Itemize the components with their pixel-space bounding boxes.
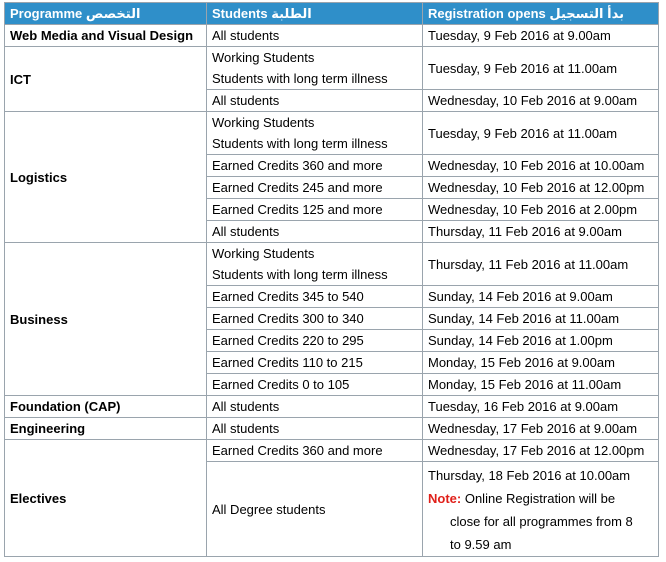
students-cell: All students [207,221,423,243]
table-row [5,243,659,286]
students-cell: All students [207,396,423,418]
date-cell: Thursday, 11 Feb 2016 at 9.00am [423,221,659,243]
note-label: Note: [428,491,462,506]
students-cell: All Degree students [207,462,423,557]
students-cell: Earned Credits 360 and more [207,155,423,177]
table-row [5,440,659,462]
date-cell: Sunday, 14 Feb 2016 at 11.00am [423,308,659,330]
students-cell: All students [207,418,423,440]
date-cell: Wednesday, 10 Feb 2016 at 2.00pm [423,199,659,221]
programme-cell: Engineering [5,418,207,440]
students-cell [207,243,423,286]
programme-cell: Logistics [5,112,207,243]
header-row [5,3,659,25]
students-line: Students with long term illness [212,267,388,282]
note-text: close for all programmes from 8 [450,514,633,529]
date-cell: Wednesday, 10 Feb 2016 at 12.00pm [423,177,659,199]
students-cell [207,47,423,90]
date-cell: Wednesday, 17 Feb 2016 at 9.00am [423,418,659,440]
date-cell: Thursday, 11 Feb 2016 at 11.00am [423,243,659,286]
programme-cell: Electives [5,440,207,557]
table-row [5,47,659,90]
programme-cell: Web Media and Visual Design [5,25,207,47]
students-cell: Earned Credits 300 to 340 [207,308,423,330]
registration-header: Registration opens بدأ التسجيل [423,3,659,25]
table-row [5,418,659,440]
date-cell: Tuesday, 9 Feb 2016 at 11.00am [423,47,659,90]
date-cell: Tuesday, 9 Feb 2016 at 11.00am [423,112,659,155]
students-line: Students with long term illness [212,136,388,151]
students-cell: Earned Credits 220 to 295 [207,330,423,352]
programme-cell: Business [5,243,207,396]
date-cell: Wednesday, 10 Feb 2016 at 10.00am [423,155,659,177]
table-row [5,112,659,155]
students-cell: Earned Credits 245 and more [207,177,423,199]
students-cell: All students [207,90,423,112]
students-line: Working Students [212,246,315,261]
table-row [5,25,659,47]
note-text: Online Registration will be [464,491,616,506]
students-cell: Earned Credits 125 and more [207,199,423,221]
date-cell: Monday, 15 Feb 2016 at 11.00am [423,374,659,396]
date-cell: Tuesday, 16 Feb 2016 at 9.00am [423,396,659,418]
programme-cell: ICT [5,47,207,112]
date-cell: Tuesday, 9 Feb 2016 at 9.00am [423,25,659,47]
programme-header: Programme التخصص [5,3,207,25]
students-cell [207,112,423,155]
students-cell: Earned Credits 360 and more [207,440,423,462]
students-line: Working Students [212,50,315,65]
note-block [428,487,653,556]
date-cell: Sunday, 14 Feb 2016 at 1.00pm [423,330,659,352]
programme-cell: Foundation (CAP) [5,396,207,418]
students-cell: Earned Credits 110 to 215 [207,352,423,374]
students-cell: All students [207,25,423,47]
date-line: Thursday, 18 Feb 2016 at 10.00am [428,468,631,483]
students-cell: Earned Credits 345 to 540 [207,286,423,308]
date-cell: Sunday, 14 Feb 2016 at 9.00am [423,286,659,308]
students-cell: Earned Credits 0 to 105 [207,374,423,396]
date-cell: Monday, 15 Feb 2016 at 9.00am [423,352,659,374]
table-row [5,396,659,418]
note-text: to 9.59 am [450,537,512,552]
students-header: Students الطلبة [207,3,423,25]
students-line: Students with long term illness [212,71,388,86]
registration-schedule-table [4,2,659,557]
date-note-cell [423,462,659,557]
date-cell: Wednesday, 17 Feb 2016 at 12.00pm [423,440,659,462]
students-line: Working Students [212,115,315,130]
date-cell: Wednesday, 10 Feb 2016 at 9.00am [423,90,659,112]
